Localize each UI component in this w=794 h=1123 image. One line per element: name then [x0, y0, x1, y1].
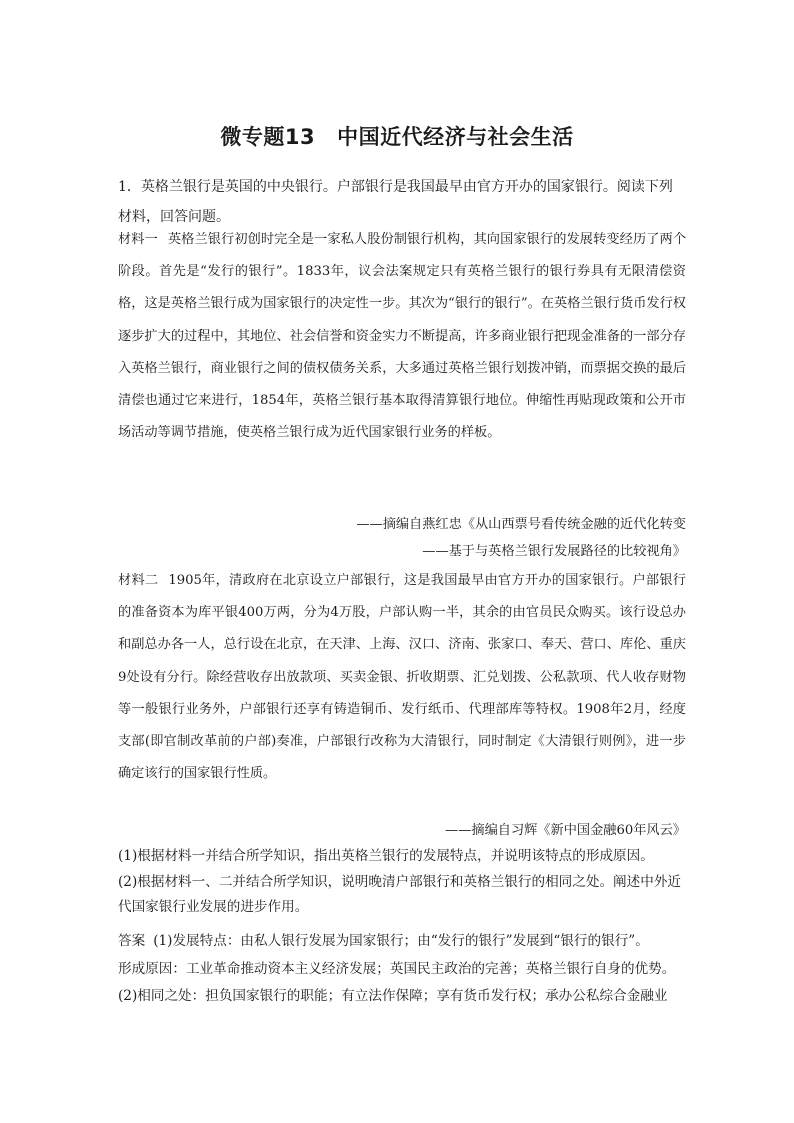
topic-number: 微专题13 — [220, 125, 316, 149]
material-2 — [118, 565, 686, 790]
material-1 — [118, 224, 686, 449]
material-1-source-line-2: ——基于与英格兰银行发展路径的比较视角》 — [422, 544, 686, 559]
material-1-label: 材料一 — [118, 232, 158, 247]
sub-question-1: (1)根据材料一并结合所学知识，指出英格兰银行的发展特点，并说明该特点的形成原因。 — [118, 848, 654, 864]
answer-section — [118, 928, 686, 1011]
sub-question-2: (2)根据材料一、二并结合所学知识，说明晚清户部银行和英格兰银行的相同之处。阐述中外近代国家银行业发展的进步作用。 — [118, 873, 682, 915]
material-2-source: ——摘编自习辉《新中国金融60年风云》 — [445, 823, 686, 838]
answer-line-1: (1)发展特点：由私人银行发展为国家银行；由“发行的银行”发展到“银行的银行”。 — [153, 933, 649, 949]
material-1-text: 英格兰银行初创时完全是一家私人股份制银行机构，其向国家银行的发展转变经历了两个阶段。首先是“发行的银行”。1833年，议会法案规定只有英格兰银行的银行券具有无限清偿资格，这是英格兰银行成为国家银行的决定性一步。其次为“银行的银行”。在英格兰银行货币发行权逐步扩大的过程中，其地位、社会信誉和资金实力不断提高，许多商业银行把现金准备的一部分存入英格兰银行，商业银行之间的债权债务关系，大多通过英格兰银行划拨冲销，而票据交换的最后清偿也通过它来进行，1854年，英格兰银行基本取得清算银行地位。伸缩性再贴现政策和公开市场活动等调节措施，使英格兰银行成为近代国家银行业务的样板。 — [118, 232, 687, 441]
material-1-source-line-1: ——摘编自燕红忠《从山西票号看传统金融的近代化转变 — [356, 517, 686, 532]
sub-questions — [118, 844, 686, 921]
material-2-label: 材料二 — [118, 573, 159, 588]
answer-label: 答案 — [118, 933, 146, 949]
answer-line-3: (2)相同之处：担负国家银行的职能；有立法作保障；享有货币发行权；承办公私综合金融业 — [118, 988, 668, 1004]
material-2-text: 1905年，清政府在北京设立户部银行，这是我国最早由官方开办的国家银行。户部银行的准备资本为库平银400万两，分为4万股，户部认购一半，其余的由官员民众购买。该行设总办和副总办各一人，总行设在北京，在天津、上海、汉口、济南、张家口、奉天、营口、库伦、重庆9处设有分行。除经营收存出放款项、买卖金银、折收期票、汇兑划拨、公私款项、代人收存财物等一般银行业务外，户部银行还享有铸造铜币、发行纸币、代理部库等特权。1908年2月，经度支部(即官制改革前的户部)奏准，户部银行改称为大清银行，同时制定《大清银行则例》，进一步确定该行的国家银行性质。 — [118, 573, 686, 782]
question-1-intro — [118, 172, 686, 232]
answer-line-2: 形成原因：工业革命推动资本主义经济发展；英国民主政治的完善；英格兰银行自身的优势。 — [118, 960, 676, 977]
page-title — [0, 121, 794, 151]
topic-title: 中国近代经济与社会生活 — [337, 125, 574, 149]
question-1-text: 1．英格兰银行是英国的中央银行。户部银行是我国最早由官方开办的国家银行。阅读下列材料，回答问题。 — [118, 179, 673, 225]
